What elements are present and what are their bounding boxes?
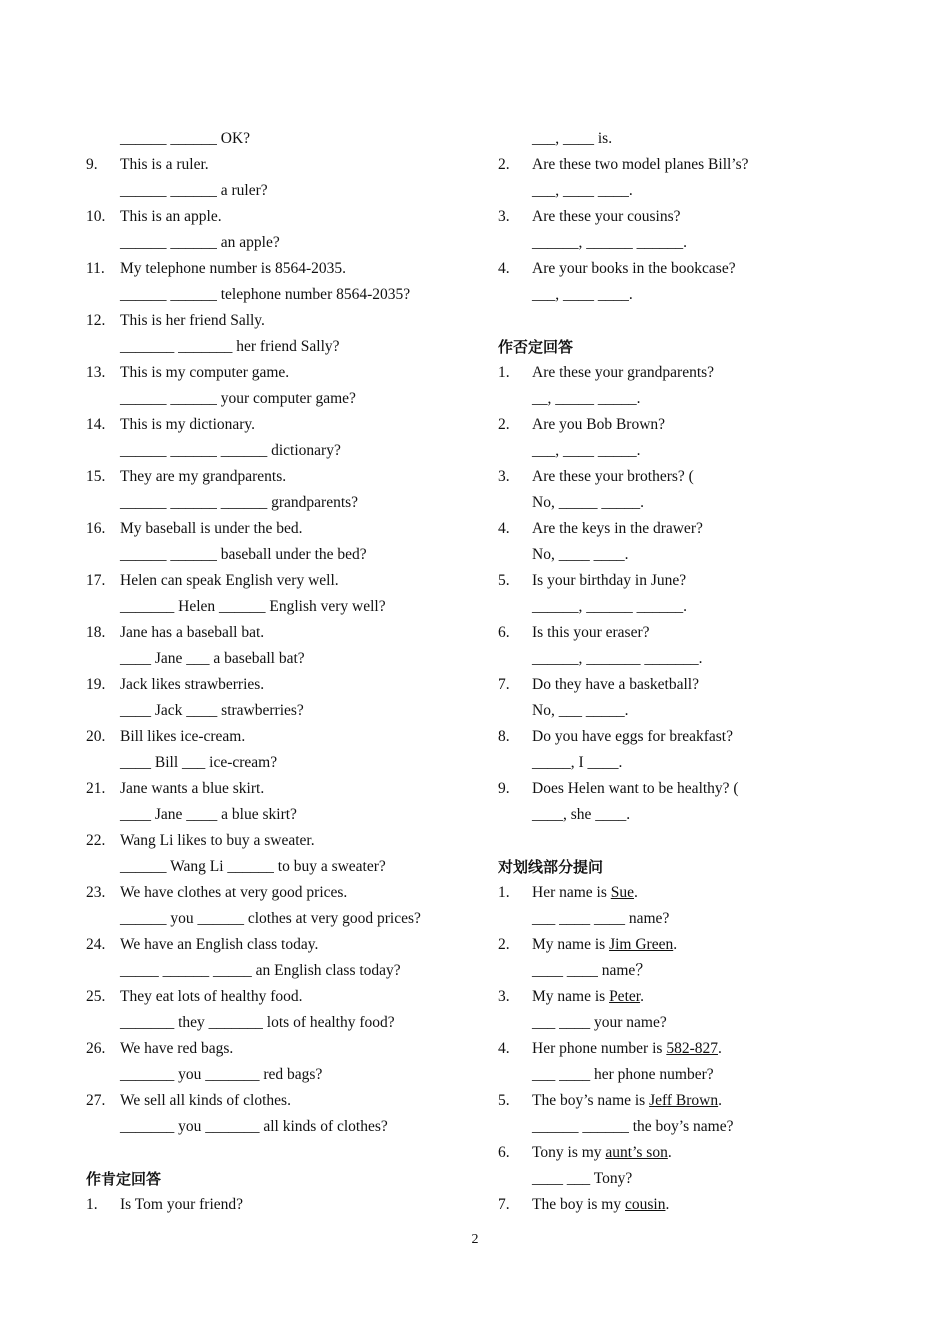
answer-blank-text: ______ ______ the boy’s name?	[532, 1118, 734, 1135]
answer-blank-text: ______ ______ an apple?	[120, 234, 280, 251]
text-after: .	[640, 988, 644, 1005]
text-after: .	[667, 1144, 672, 1161]
question-number: 2.	[498, 416, 510, 433]
answer-line	[498, 126, 898, 152]
question-number: 24.	[86, 936, 106, 953]
question-text: This is my dictionary.	[120, 416, 256, 433]
underlined-part: Sue	[610, 884, 635, 901]
question-text: Are these your cousins?	[532, 208, 681, 225]
underlined-part: Jeff Brown	[649, 1092, 719, 1109]
section-heading: 作否定回答	[498, 338, 574, 356]
question-number: 6.	[498, 1144, 510, 1161]
answer-line	[86, 1010, 486, 1036]
answer-line	[86, 1114, 486, 1140]
underlined-part: Jim Green	[609, 936, 674, 953]
answer-line	[498, 802, 898, 828]
answer-blank-text: ______, _______ _______.	[532, 650, 703, 667]
answer-blank-text: ______ ______ telephone number 8564-2035?	[120, 286, 411, 303]
answer-line	[498, 1114, 898, 1140]
question-number: 16.	[86, 520, 106, 537]
question-text: My telephone number is 8564-2035.	[120, 260, 347, 277]
answer-blank-text: ______ ______ baseball under the bed?	[120, 546, 367, 563]
answer-blank-text: _______ Helen ______ English very well?	[120, 598, 386, 615]
answer-blank-text: __, _____ _____.	[532, 390, 641, 407]
answer-line	[86, 230, 486, 256]
answer-blank-text: ____ ___ Tony?	[532, 1170, 633, 1187]
question-line	[86, 724, 486, 750]
question-line	[86, 828, 486, 854]
underlined-part: aunt’s son	[605, 1144, 668, 1161]
question-number: 13.	[86, 364, 106, 381]
question-number: 14.	[86, 416, 106, 433]
page-number: 2	[471, 1232, 479, 1247]
question-text: Jane wants a blue skirt.	[120, 780, 265, 797]
text-before: My name is	[532, 988, 610, 1005]
question-line	[498, 724, 898, 750]
answer-line	[86, 490, 486, 516]
text-after: .	[718, 1092, 722, 1109]
question-number: 9.	[86, 156, 98, 173]
spacer	[498, 308, 898, 334]
question-number: 3.	[498, 208, 510, 225]
question-text	[532, 1088, 722, 1114]
question-number: 19.	[86, 676, 106, 693]
question-line	[498, 516, 898, 542]
question-text: We have red bags.	[120, 1040, 234, 1057]
question-line	[498, 776, 898, 802]
question-text: Are these your brothers? (	[532, 468, 694, 485]
answer-blank-text: ____ Jack ____ strawberries?	[120, 702, 304, 719]
answer-line	[86, 906, 486, 932]
answer-blank-text: ____ Bill ___ ice-cream?	[120, 754, 278, 771]
question-text: This is a ruler.	[120, 156, 209, 173]
text-after: .	[673, 936, 678, 953]
answer-line	[86, 386, 486, 412]
question-text: My baseball is under the bed.	[120, 520, 303, 537]
question-number: 2.	[498, 936, 510, 953]
answer-line	[498, 438, 898, 464]
answer-line	[498, 906, 898, 932]
question-text: This is my computer game.	[120, 364, 290, 381]
answer-line	[498, 542, 898, 568]
question-text: This is her friend Sally.	[120, 312, 265, 329]
question-text: They eat lots of healthy food.	[120, 988, 303, 1005]
question-line	[86, 256, 486, 282]
answer-blank-text: _____ ______ _____ an English class today?	[120, 962, 401, 979]
question-line	[86, 1192, 486, 1218]
answer-blank-text: ____ ____ name？	[532, 962, 651, 979]
answer-blank-text: ___, ____ _____.	[532, 442, 641, 459]
answer-blank-text: ______ ______ a ruler?	[120, 182, 268, 199]
question-number: 26.	[86, 1040, 106, 1057]
question-line	[498, 1140, 898, 1166]
question-number: 1.	[86, 1196, 98, 1213]
answer-blank-text: ______ ______ OK?	[120, 130, 251, 147]
question-number: 18.	[86, 624, 106, 641]
question-number: 21.	[86, 780, 106, 797]
answer-blank-text: ___ ____ her phone number?	[532, 1066, 714, 1083]
question-text: Do you have eggs for breakfast?	[532, 728, 733, 745]
question-line	[86, 932, 486, 958]
answer-blank-text: _______ they _______ lots of healthy food?	[120, 1014, 395, 1031]
answer-blank-text: ___ ____ your name?	[532, 1014, 667, 1031]
question-text: Does Helen want to be healthy? (	[532, 780, 739, 797]
question-number: 22.	[86, 832, 106, 849]
question-number: 4.	[498, 1040, 510, 1057]
question-number: 11.	[86, 260, 105, 277]
text-after: .	[717, 1040, 722, 1057]
question-number: 4.	[498, 260, 510, 277]
answer-line	[86, 750, 486, 776]
answer-line	[498, 490, 898, 516]
question-number: 5.	[498, 572, 510, 589]
question-number: 25.	[86, 988, 106, 1005]
section-heading: 作肯定回答	[86, 1170, 162, 1188]
answer-line	[86, 1062, 486, 1088]
answer-line	[498, 230, 898, 256]
answer-blank-text: ___ ____ ____ name?	[532, 910, 670, 927]
answer-blank-text: ______ ______ ______ grandparents?	[120, 494, 359, 511]
answer-blank-text: ______ ______ ______ dictionary?	[120, 442, 341, 459]
question-text	[532, 932, 677, 958]
answer-line	[498, 282, 898, 308]
answer-line	[86, 542, 486, 568]
question-number: 23.	[86, 884, 106, 901]
question-number: 5.	[498, 1092, 510, 1109]
question-text	[532, 1140, 672, 1166]
question-line	[498, 152, 898, 178]
question-text: Wang Li likes to buy a sweater.	[120, 832, 315, 849]
question-line	[86, 308, 486, 334]
answer-line	[498, 1166, 898, 1192]
question-line	[498, 360, 898, 386]
answer-line	[498, 594, 898, 620]
question-line	[86, 412, 486, 438]
answer-line	[86, 438, 486, 464]
answer-line	[86, 178, 486, 204]
answer-line	[86, 282, 486, 308]
question-line	[498, 932, 898, 958]
question-line	[498, 256, 898, 282]
question-line	[498, 984, 898, 1010]
question-text	[532, 1192, 669, 1218]
question-text: We have an English class today.	[120, 936, 319, 953]
question-text: Do they have a basketball?	[532, 676, 699, 693]
question-number: 7.	[498, 676, 510, 693]
question-number: 8.	[498, 728, 510, 745]
answer-line	[498, 646, 898, 672]
question-line	[498, 412, 898, 438]
answer-blank-text: _______ you _______ all kinds of clothes?	[120, 1118, 388, 1135]
question-text	[532, 1036, 722, 1062]
question-line	[498, 464, 898, 490]
answer-blank-text: ______, ______ ______.	[532, 598, 687, 615]
question-text: Is this your eraser?	[532, 624, 650, 641]
question-text: Is Tom your friend?	[120, 1196, 244, 1213]
answer-blank-text: ______, ______ ______.	[532, 234, 687, 251]
question-line	[498, 1088, 898, 1114]
question-text	[532, 880, 638, 906]
question-number: 20.	[86, 728, 106, 745]
underlined-part: Peter	[609, 988, 641, 1005]
question-text: Helen can speak English very well.	[120, 572, 339, 589]
spacer	[498, 828, 898, 854]
question-line	[498, 880, 898, 906]
text-after: .	[665, 1196, 670, 1213]
question-number: 7.	[498, 1196, 510, 1213]
answer-line	[86, 126, 486, 152]
question-line	[498, 620, 898, 646]
question-text: We have clothes at very good prices.	[120, 884, 348, 901]
question-text: Are these two model planes Bill’s?	[532, 156, 749, 173]
question-line	[86, 1088, 486, 1114]
answer-line	[498, 1062, 898, 1088]
question-number: 12.	[86, 312, 106, 329]
question-line	[86, 1036, 486, 1062]
question-line	[498, 204, 898, 230]
answer-blank-text: ___, ____ is.	[532, 130, 613, 147]
answer-blank-text: _______ you _______ red bags?	[120, 1066, 323, 1083]
answer-blank-text: No, ___ _____.	[532, 702, 629, 719]
text-after: .	[634, 884, 638, 901]
question-line	[86, 464, 486, 490]
question-text: Are your books in the bookcase?	[532, 260, 736, 277]
answer-blank-text: ____ Jane ____ a blue skirt?	[120, 806, 297, 823]
question-number: 10.	[86, 208, 106, 225]
question-number: 2.	[498, 156, 510, 173]
question-number: 1.	[498, 884, 510, 901]
answer-blank-text: _______ _______ her friend Sally?	[120, 338, 340, 355]
question-text	[532, 984, 644, 1010]
answer-blank-text: ______ Wang Li ______ to buy a sweater?	[120, 858, 386, 875]
question-text: Bill likes ice-cream.	[120, 728, 246, 745]
question-line	[86, 204, 486, 230]
question-line	[86, 620, 486, 646]
question-text: Jane has a baseball bat.	[120, 624, 265, 641]
question-line	[86, 672, 486, 698]
answer-line	[86, 698, 486, 724]
answer-line	[86, 958, 486, 984]
question-text: Is your birthday in June?	[532, 572, 687, 589]
answer-blank-text: ______ you ______ clothes at very good prices?	[120, 910, 421, 927]
answer-blank-text: ______ ______ your computer game?	[120, 390, 356, 407]
right-column	[498, 126, 898, 1218]
text-before: The boy’s name is	[532, 1092, 650, 1109]
answer-line	[86, 854, 486, 880]
spacer	[86, 1140, 486, 1166]
underlined-part: 582-827	[666, 1040, 718, 1057]
text-before: Tony is my	[532, 1144, 606, 1161]
question-line	[86, 516, 486, 542]
answer-line	[86, 802, 486, 828]
answer-blank-text: ___, ____ ____.	[532, 286, 633, 303]
question-number: 27.	[86, 1092, 106, 1109]
answer-line	[86, 646, 486, 672]
answer-blank-text: ___, ____ ____.	[532, 182, 633, 199]
question-line	[86, 360, 486, 386]
question-line	[86, 152, 486, 178]
text-before: The boy is my	[532, 1196, 625, 1213]
answer-blank-text: No, _____ _____.	[532, 494, 644, 511]
answer-line	[86, 334, 486, 360]
answer-line	[498, 750, 898, 776]
answer-blank-text: _____, I ____.	[532, 754, 623, 771]
question-number: 15.	[86, 468, 106, 485]
question-line	[86, 880, 486, 906]
section-heading: 对划线部分提问	[498, 858, 604, 876]
answer-line	[498, 386, 898, 412]
answer-line	[498, 178, 898, 204]
question-number: 17.	[86, 572, 106, 589]
question-number: 3.	[498, 468, 510, 485]
question-text: Are the keys in the drawer?	[532, 520, 703, 537]
question-number: 6.	[498, 624, 510, 641]
text-before: Her name is	[532, 884, 611, 901]
underlined-part: cousin	[625, 1196, 666, 1213]
answer-line	[498, 958, 898, 984]
question-text: Jack likes strawberries.	[120, 676, 265, 693]
question-line	[86, 984, 486, 1010]
question-text: Are you Bob Brown?	[532, 416, 666, 433]
answer-blank-text: ____ Jane ___ a baseball bat?	[120, 650, 305, 667]
answer-blank-text: No, ____ ____.	[532, 546, 629, 563]
answer-blank-text: ____, she ____.	[532, 806, 631, 823]
question-text: Are these your grandparents?	[532, 364, 715, 381]
question-line	[498, 672, 898, 698]
question-line	[498, 1036, 898, 1062]
left-column	[86, 126, 486, 1218]
text-before: Her phone number is	[532, 1040, 667, 1057]
question-number: 4.	[498, 520, 510, 537]
answer-line	[498, 698, 898, 724]
question-line	[86, 776, 486, 802]
question-number: 3.	[498, 988, 510, 1005]
text-before: My name is	[532, 936, 610, 953]
question-line	[498, 568, 898, 594]
question-text: They are my grandparents.	[120, 468, 287, 485]
answer-line	[86, 594, 486, 620]
question-number: 1.	[498, 364, 510, 381]
question-line	[498, 1192, 898, 1218]
answer-line	[498, 1010, 898, 1036]
question-number: 9.	[498, 780, 510, 797]
question-text: We sell all kinds of clothes.	[120, 1092, 291, 1109]
question-text: This is an apple.	[120, 208, 222, 225]
question-line	[86, 568, 486, 594]
